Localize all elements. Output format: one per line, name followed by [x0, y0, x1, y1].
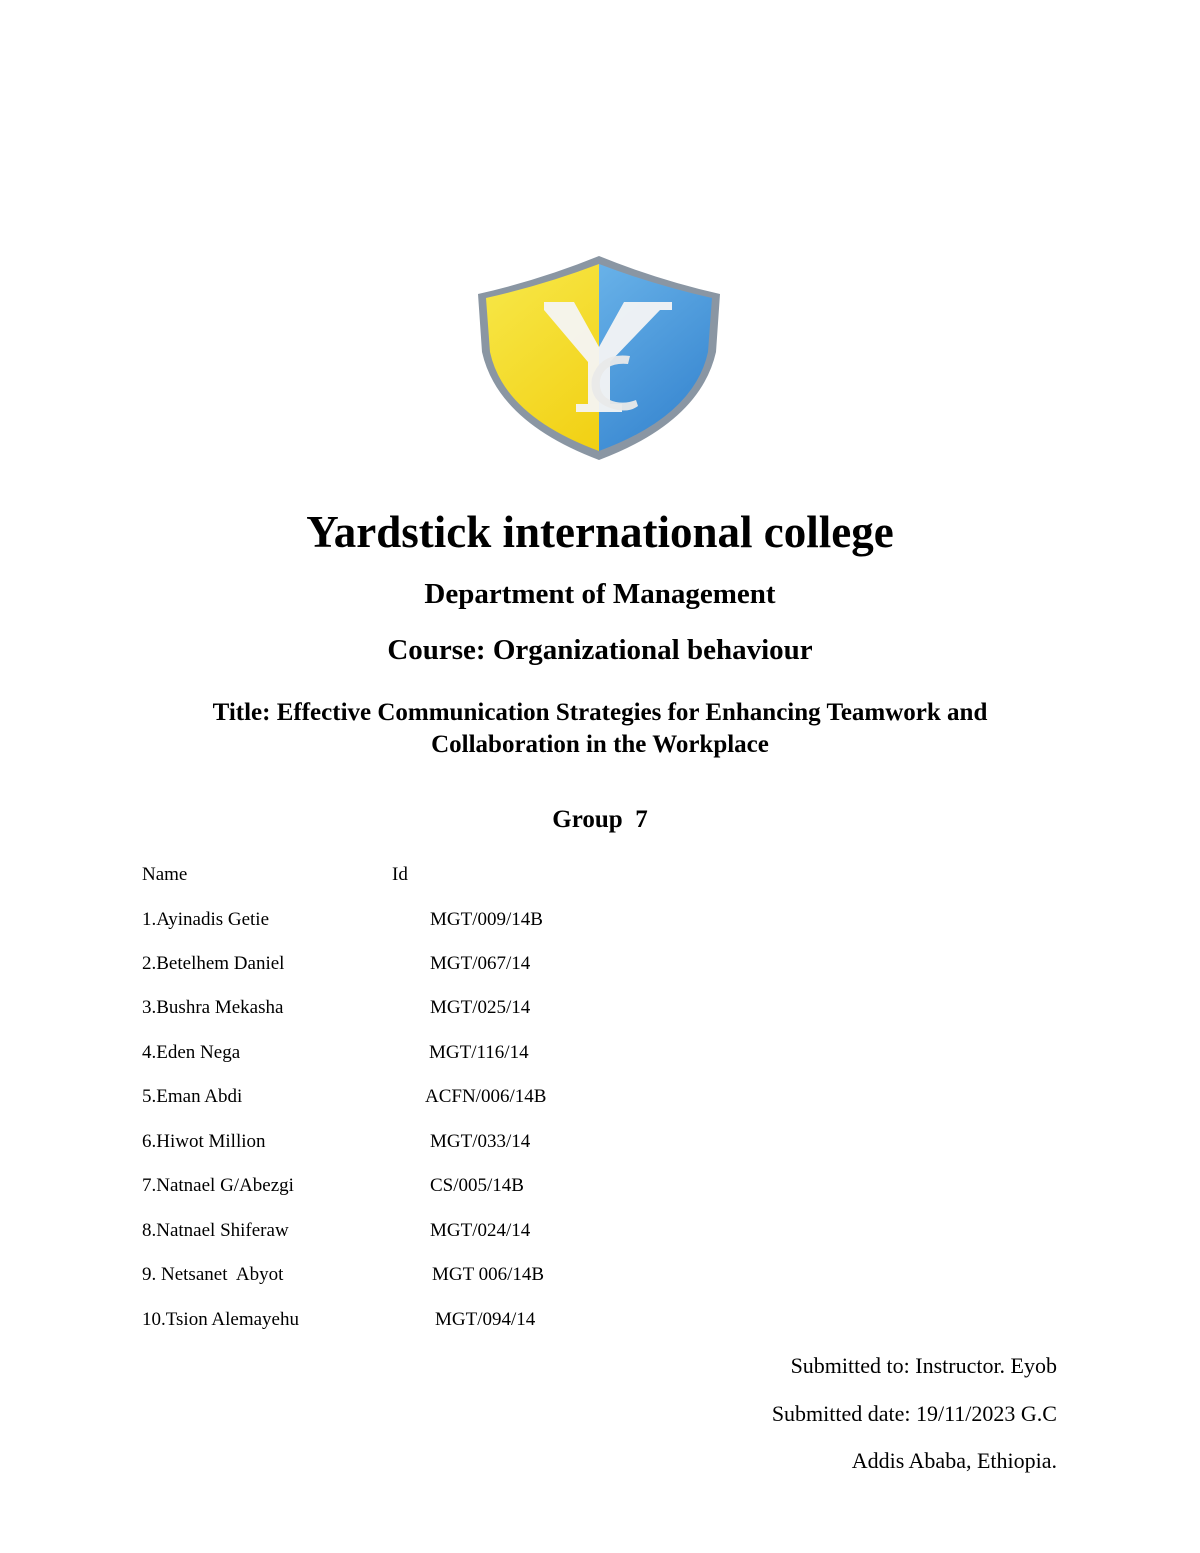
- assignment-title: [0, 697, 1200, 761]
- college-name: Yardstick international college: [306, 507, 894, 557]
- member-name: 5.Eman Abdi: [142, 1086, 243, 1107]
- member-id: CS/005/14B: [430, 1175, 524, 1196]
- member-id: ACFN/006/14B: [425, 1086, 547, 1107]
- member-id: MGT/094/14: [435, 1309, 536, 1330]
- member-id: MGT/033/14: [430, 1131, 531, 1152]
- member-id: MGT/025/14: [430, 997, 531, 1018]
- member-name: 9. Netsanet Abyot: [142, 1264, 284, 1285]
- submitted-date: Submitted date: 19/11/2023 G.C: [771, 1401, 1057, 1426]
- id-column-header: Id: [392, 864, 408, 885]
- member-name: 4.Eden Nega: [142, 1042, 241, 1063]
- member-name: 2.Betelhem Daniel: [142, 953, 285, 974]
- title-line-1: Title: Effective Communication Strategies for Enhancing Teamwork and: [212, 699, 988, 726]
- member-name: 7.Natnael G/Abezgi: [142, 1175, 294, 1196]
- college-shield-logo-icon: [470, 252, 728, 464]
- member-name: 1.Ayinadis Getie: [142, 909, 270, 930]
- department-name: Department of Management: [424, 578, 776, 610]
- submitted-to: Submitted to: Instructor. Eyob: [790, 1353, 1057, 1378]
- title-line-2: Collaboration in the Workplace: [431, 731, 769, 758]
- name-column-header: Name: [142, 864, 188, 885]
- member-name: 6.Hiwot Million: [142, 1131, 266, 1152]
- member-id: MGT/116/14: [429, 1042, 529, 1063]
- submission-place: Addis Ababa, Ethiopia.: [851, 1448, 1057, 1473]
- member-id: MGT/067/14: [430, 953, 531, 974]
- member-name: 3.Bushra Mekasha: [142, 997, 284, 1018]
- member-id: MGT/024/14: [430, 1220, 531, 1241]
- group-label: Group 7: [552, 806, 648, 833]
- course-name: Course: Organizational behaviour: [387, 634, 813, 666]
- member-name: 8.Natnael Shiferaw: [142, 1220, 289, 1241]
- member-name: 10.Tsion Alemayehu: [142, 1309, 299, 1330]
- member-id: MGT/009/14B: [430, 909, 543, 930]
- member-id: MGT 006/14B: [432, 1264, 545, 1285]
